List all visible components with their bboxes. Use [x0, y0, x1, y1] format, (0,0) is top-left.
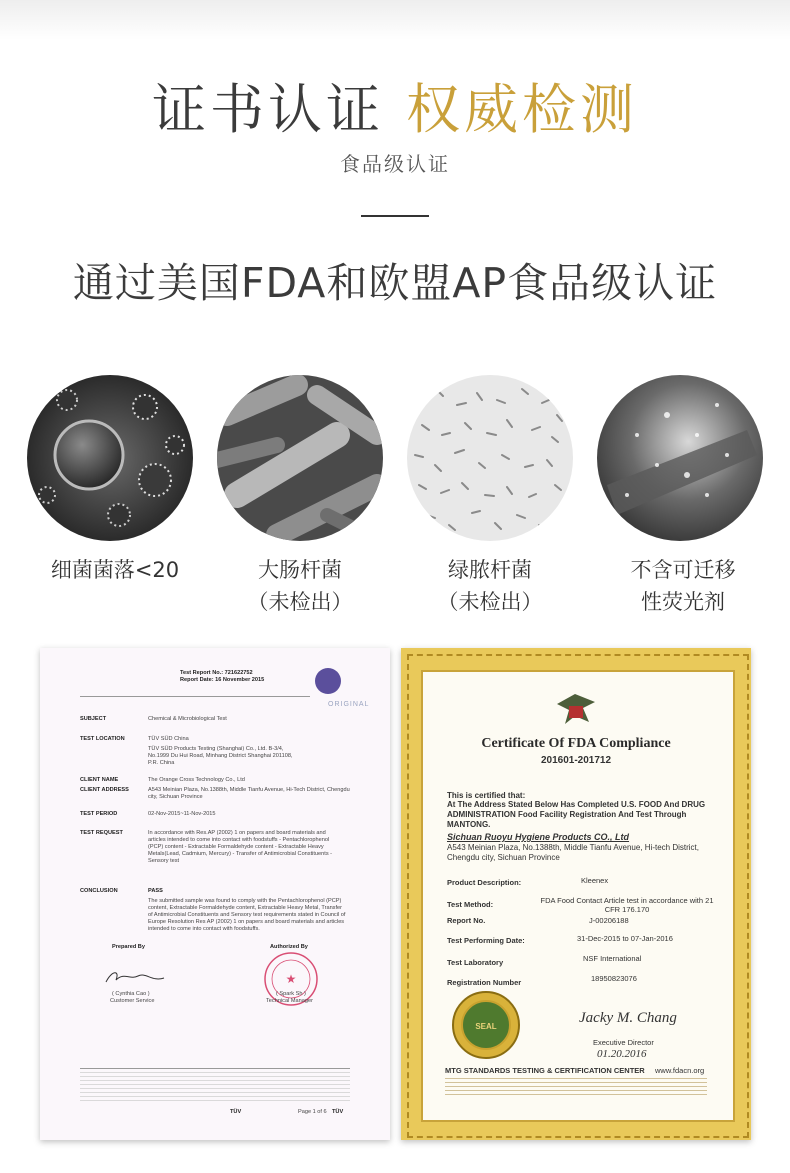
row-label: CONCLUSION [80, 888, 118, 894]
row-label: CLIENT ADDRESS [80, 787, 129, 793]
page-subtitle: 食品级认证 [340, 152, 450, 176]
field-label: Test Performing Date: [447, 936, 525, 945]
report-date: Report Date: 16 November 2015 [180, 677, 265, 683]
sign-date: 01.20.2016 [597, 1048, 647, 1060]
eagle-emblem-icon [555, 686, 597, 728]
row-label: TEST PERIOD [80, 811, 118, 817]
test-label-fluorescent: 不含可迁移 性荧光剂 [630, 558, 736, 614]
footer-rule [80, 1068, 350, 1069]
original-watermark: ORIGINAL [328, 701, 370, 708]
row-value: Chemical & Microbiological Test [148, 716, 227, 722]
test-label-pseudomonas: 绿脓杆菌 （未检出） [437, 558, 543, 614]
test-label-bacteria: 细菌菌落<20 [50, 558, 180, 582]
field-value: NSF International [583, 954, 642, 963]
certification-title: 通过美国FDA和欧盟AP食品级认证 [72, 259, 718, 307]
footer-logo: TÜV [332, 1109, 344, 1115]
company-address: A543 Meinian Plaza, No.1388th, Middle Tianfu Avenue, Hi-tech District, Chengdu city, Sichuan Province [447, 843, 699, 862]
signer1-name: ( Cynthia Cao ) [112, 991, 150, 997]
company-name: Sichuan Ruoyu Hygiene Products CO., Ltd [447, 832, 630, 842]
field-value: FDA Food Contact Article test in accordance with 21 CFR 176.170 [540, 896, 714, 914]
row-value: 02-Nov-2015~11-Nov-2015 [148, 811, 216, 817]
footer-logo: TÜV [230, 1109, 242, 1115]
footer-organization: MTG STANDARDS TESTING & CERTIFICATION CENTER [445, 1066, 645, 1075]
certificate-number: 201601-201712 [540, 755, 612, 766]
signer2-name: ( Spark Sh ) [276, 991, 306, 997]
report-number: Test Report No.: 721622752 [180, 670, 253, 676]
row-value: TÜV SÜD China [148, 736, 189, 742]
bacteria-colony-image [27, 375, 193, 541]
fda-compliance-certificate [401, 648, 751, 1140]
field-value: 18950823076 [591, 974, 637, 983]
footer-url: www.fdacn.org [655, 1066, 705, 1075]
page-number: Page 1 of 6 [298, 1109, 327, 1115]
fluorescent-agent-image [597, 375, 763, 541]
signer1-title: Customer Service [110, 998, 155, 1004]
signer-title: Executive Director [593, 1038, 654, 1047]
svg-text:★: ★ [285, 972, 297, 986]
field-label: Test Laboratory [447, 958, 504, 967]
row-value: The submitted sample was found to comply with the Pentachlorophenol (PCP) content, Extractable Formaldehyde content, Extractable Heavy Metal, Transfer of Antimicrobial Constituents and Sensory test requirements stated in Council of Europe Resolution Res AP (2002) 1 on papers and board materials and articles intended to come into contact with foodstuffs. [148, 898, 346, 932]
certified-intro: This is certified that: [447, 791, 526, 800]
row-label: TEST REQUEST [80, 830, 123, 836]
field-label: Test Method: [447, 900, 494, 909]
field-label: Registration Number [447, 978, 522, 987]
heading-part-certification: 证书认证 [152, 78, 384, 141]
row-value: In accordance with Res.AP (2002) 1 on papers and board materials and articles intended to come into contact with foodstuffs - Pentachlorophenol (PCP) content - Extractable Formaldehyde content - Extractable Heavy Metals(Lead, Cadmium, Mercury) - Transfer of Antimicrobial Constituents - Sensory test [148, 830, 333, 864]
signer2-title: Technical Manager [266, 998, 313, 1004]
heading-part-authority: 权威检测 [406, 78, 638, 141]
signature-cynthia [102, 966, 172, 990]
svg-text:SEAL: SEAL [475, 1022, 497, 1031]
field-value: 31-Dec-2015 to 07-Jan-2016 [577, 934, 673, 943]
row-label: SUBJECT [80, 716, 107, 722]
prepared-by-label: Prepared By [112, 944, 145, 950]
pseudomonas-image [407, 375, 573, 541]
field-label: Report No. [447, 916, 486, 925]
tuv-logo-icon [315, 668, 341, 694]
footer-fine-print [445, 1078, 707, 1098]
row-value: TÜV SÜD Products Testing (Shanghai) Co., Ltd. B-3/4, No.1999 Du Hui Road, Minhang District Shanghai 201108, P.R. China [148, 746, 293, 766]
header-rule [80, 696, 310, 697]
gold-seal-icon [451, 990, 521, 1060]
certificate-title: Certificate Of FDA Compliance [481, 736, 671, 751]
divider [361, 215, 429, 217]
certified-text: At The Address Stated Below Has Completed U.S. FOOD And DRUG ADMINISTRATION Food Facility Registration And Test Through MANTONG. [447, 800, 706, 829]
row-value: The Orange Cross Technology Co., Ltd [148, 777, 245, 783]
row-label: TEST LOCATION [80, 736, 125, 742]
field-value: Kleenex [581, 876, 609, 885]
director-signature: Jacky M. Chang [579, 1010, 677, 1026]
test-label-ecoli: 大肠杆菌 （未检出） [247, 558, 353, 614]
row-label: CLIENT NAME [80, 777, 119, 783]
field-value: J-00206188 [589, 916, 629, 925]
tuv-test-report [40, 648, 390, 1140]
authorized-by-label: Authorized By [270, 944, 308, 950]
e-coli-image [217, 375, 383, 541]
row-value: A543 Meinian Plaza, No.1388th, Middle Tianfu Avenue, Hi-Tech District, Chengdu city, Sichuan Province [148, 787, 350, 800]
page-heading [0, 78, 790, 142]
field-label: Product Description: [447, 878, 522, 887]
row-value: PASS [148, 888, 163, 894]
top-gradient [0, 0, 790, 40]
footer-fine-print [80, 1072, 350, 1104]
